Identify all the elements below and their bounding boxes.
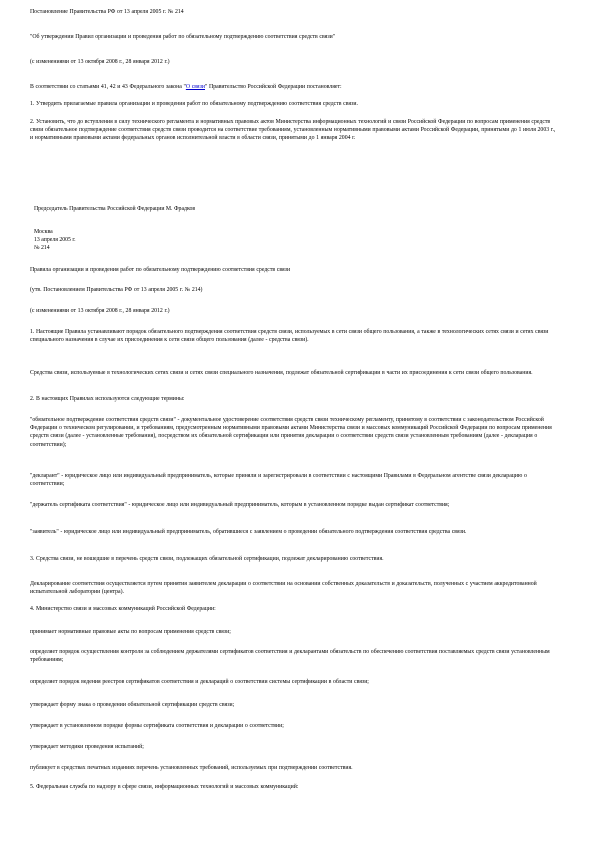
signature-line: Председатель Правительства Российской Федерации М. Фрадков <box>34 206 196 212</box>
signature-number: № 214 <box>34 245 50 251</box>
rule-1: 1. Настоящие Правила устанавливают порядок обязательного подтверждения соответствия средств связи, используемых в сети связи общего пользования, а также в технологических сетях связи и сетях связи специального назначения в случае их присоединения к сети связи общего пользования (далее - средства связи). <box>30 329 549 344</box>
rules-approval: (утв. Постановлением Правительства РФ от 13 апреля 2005 г. № 214) <box>30 287 203 293</box>
rule-5: 5. Федеральная служба по надзору в сфере связи, информационных технологий и массовых коммуникаций: <box>30 784 299 790</box>
rule-4-item-5: утверждает в установленном порядке формы сертификата соответствия и декларации о соответствии; <box>30 723 284 729</box>
doc-heading: Постановление Правительства РФ от 13 апреля 2005 г. № 214 <box>30 9 184 15</box>
signature-city: Москва <box>34 229 53 235</box>
rule-4: 4. Министерство связи и массовых коммуникаций Российской Федерации: <box>30 606 216 612</box>
term-definition-1: "обязательное подтверждение соответствия средств связи" - документальное удостоверение соответствия средств связи техническому регламенту, принятому в соответствии с законодательством Российской Федерации о техническом регулировании, и требованиям, предусмотренным нормативными правовыми актами Министерства связи и массовых коммуникаций Российской Федерации по вопросам применения средств связи (далее - установленные требования), посредством их обязательной сертификации или принятия декларации о соответствии средств связи установленным требованиям (далее - декларация о соответствии); <box>30 417 552 448</box>
term-definition-4: "заявитель" - юридическое лицо или индивидуальный предприниматель, обратившиеся с заявлением о проведении обязательного подтверждения соответствия средства связи. <box>30 529 467 535</box>
rule-4-item-7: публикует в средствах печатных изданиях перечень установленных требований, используемых при подтверждении соответствия. <box>30 765 353 771</box>
rule-3-paragraph-2: Декларирование соответствия осуществляется путем принятия заявителем декларации о соответствии на основании собственных доказательств и доказательств, полученных с участием аккредитованной испытательной лаборатории (центра). <box>30 581 537 596</box>
rule-1-paragraph-2: Средства связи, используемые в технологических сетях связи и сетях связи специального назначения, подлежат обязательной сертификации в части их присоединения к сети связи общего пользования. <box>30 370 533 376</box>
rules-amendments: (с изменениями от 13 октября 2008 г., 28 января 2012 г.) <box>30 308 170 314</box>
rule-4-item-3: определяет порядок ведения реестров сертификатов соответствия и деклараций о соответствии системы сертификации в области связи; <box>30 679 369 685</box>
rule-4-item-6: утверждает методики проведения испытаний; <box>30 744 144 750</box>
rule-4-item-2: определяет порядок осуществления контроля за соблюдением держателями сертификатов соответствия и декларантами обязательств по обеспечению соответствия поставляемых средств связи установленным требованиям; <box>30 649 550 664</box>
rule-4-item-4: утверждает форму знака о проведении обязательной сертификации средств связи; <box>30 702 235 708</box>
amendments-note: (с изменениями от 13 октября 2008 г., 28 января 2012 г.) <box>30 59 170 65</box>
doc-title: "Об утверждении Правил организации и проведения работ по обязательному подтверждению соответствия средств связи" <box>30 34 336 40</box>
law-link[interactable]: О связи <box>185 84 205 90</box>
preamble-text-start: В соответствии со статьями 41, 42 и 43 Федерального закона " <box>30 84 186 90</box>
clause-1: 1. Утвердить прилагаемые правила организации и проведения работ по обязательному подтверждению соответствия средств связи. <box>30 101 358 107</box>
term-definition-3: "держатель сертификата соответствия" - юридическое лицо или индивидуальный предприниматель, которым в установленном порядке выдан сертификат соответствия; <box>30 502 450 508</box>
rule-4-item-1: принимает нормативные правовые акты по вопросам применения средств связи; <box>30 629 231 635</box>
clause-2: 2. Установить, что до вступления в силу технического регламента и нормативных правовых актов Министерства информационных технологий и связи Российской Федерации по вопросам применения средств связи обязательное подтверждение соответствия средств связи проводится на соответствие требованиям, установленным нормативными правовыми актами Российской Федерации, принятыми до 1 июля 2003 г., и нормативными правовыми актами федеральных органов исполнительной власти в области связи, принятыми до 1 января 2004 г. <box>30 119 556 142</box>
rule-3: 3. Средства связи, не вошедшие в перечень средств связи, подлежащих обязательной сертификации, подлежат декларированию соответствия. <box>30 556 384 562</box>
signature-date: 13 апреля 2005 г. <box>34 237 76 243</box>
preamble-text-end: " Правительство Российской Федерации постановляет: <box>205 84 342 90</box>
preamble <box>30 83 560 91</box>
rule-2: 2. В настоящих Правилах используются следующие термины: <box>30 396 185 402</box>
rules-title: Правила организации и проведения работ по обязательному подтверждению соответствия средств связи <box>30 267 291 273</box>
term-definition-2: "декларант" - юридическое лицо или индивидуальный предприниматель, которые приняли и зарегистрировали в соответствии с настоящими Правилами в Федеральном агентстве связи декларацию о соответствии; <box>30 473 527 488</box>
